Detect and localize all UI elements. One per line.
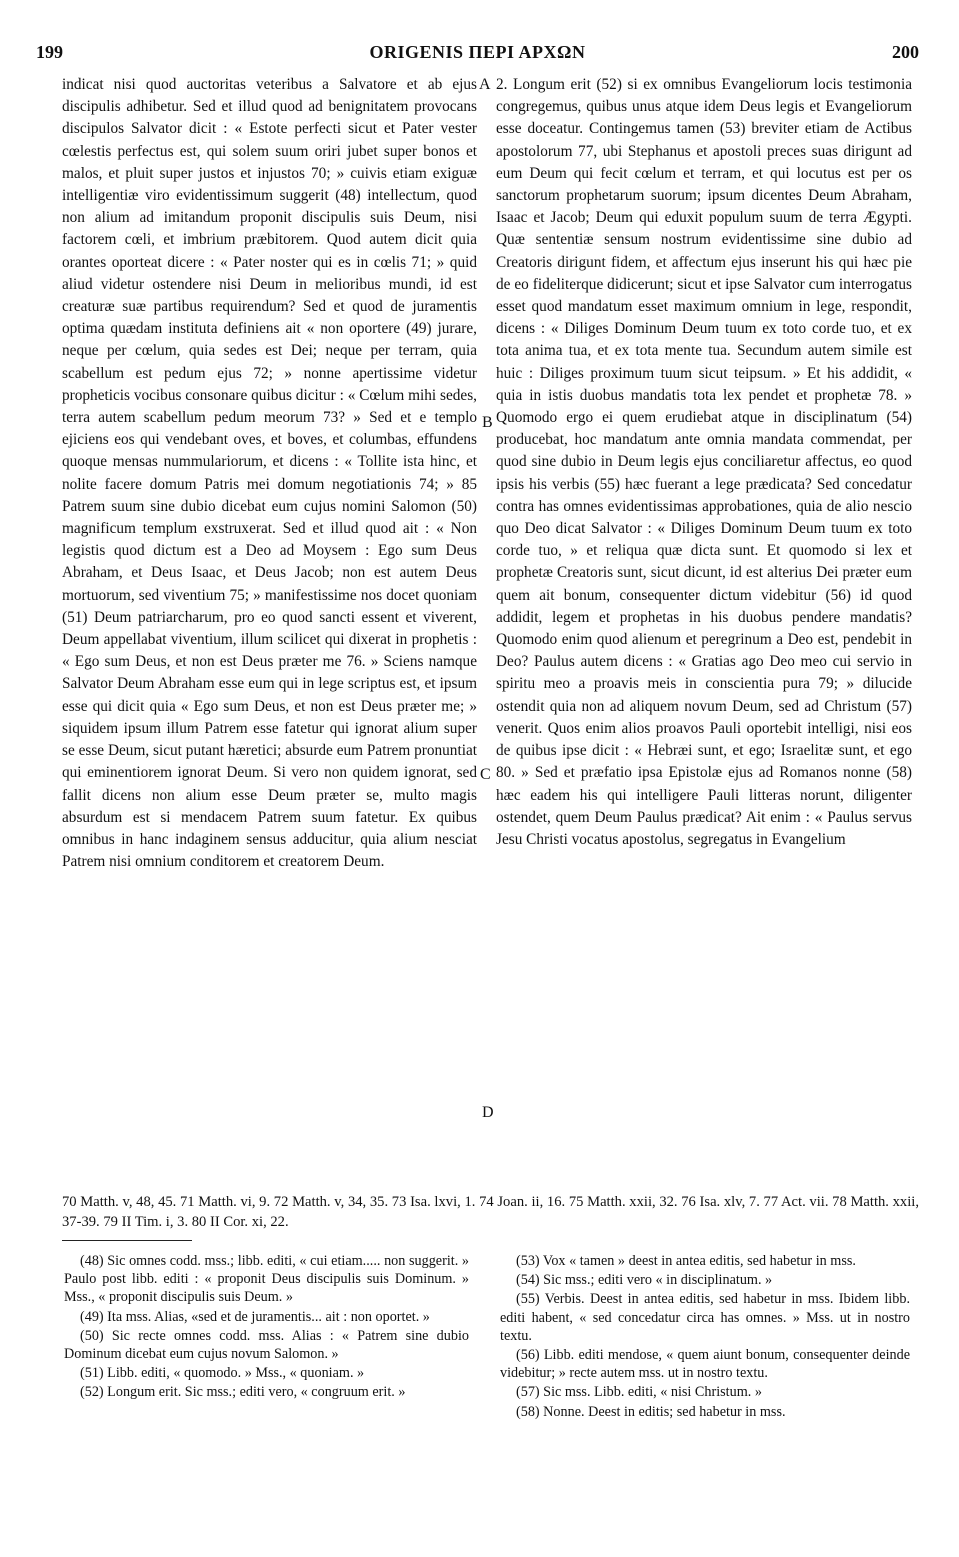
footnote-57: (57) Sic mss. Libb. editi, « nisi Christum. » (516, 1384, 762, 1401)
footnote-55: (55) Verbis. Deest in antea editis, sed habetur in mss. Ibidem libb. editi habent, « sed concedatur circa has omnes. » Mss. ut in nostro textu. (500, 1291, 910, 1344)
text-column-right (496, 74, 912, 851)
page-number-left: 199 (36, 42, 63, 62)
margin-letter-d: D (482, 1104, 494, 1121)
footnote-54: (54) Sic mss.; editi vero « in disciplinatum. » (516, 1272, 773, 1289)
column-left-text: indicat nisi quod auctoritas veteribus a Salvatore et ab ejus discipulis adhibetur. Sed et illud quod ad benignitatem provocans discipulos Salvator dicit : « Estote perfecti sicut et Pater vester cœlestis perfectus est, qui solem suum oriri jubet super bonos et malos, et pluit super justos et injustos 70; » cuivis etiam exiguæ intelligentiæ viro evidentissimum suggerit (48) intellectum, quod non alium ad imitandum proponit discipulis suis Deum, nisi factorem cœli, et imbrium præbitorem. Quod autem dicit quia orantes oporteat dicere : « Pater noster qui es in cœlis 71; » quid aliud videtur ostendere nisi Deum in melioribus mundi, id est creaturæ suæ partibus requirendum? Sed et quod de juramentis optima quædam instituta definiens ait « non oportere (49) jurare, neque per cœlum, quia sedes est Dei; neque per terram, quia scabellum est pedum ejus 72; » nonne apertissime videtur propheticis vocibus consonare quibus dicitur : « Cœlum mihi sedes, terra autem scabellum pedum meorum 73? » Sed et e templo ejiciens eos qui vendebant oves, et boves, et columbas, effundens quoque mensas nummulariorum, et dicens : « Tollite ista hinc, et nolite facere domum Patris mei domum negotiationis 74; » 85 Patrem suum sine dubio dicebat eum cujus nomini Salomon (50) magnificum templum exstruxerat. Sed et illud quod ait : « Non legistis quod dictum est a Deo ad Moysem : Ego sum Deus Abraham, et Deus Isaac, et Deus Jacob; non est autem Deus mortuorum, sed viventium 75; » manifestissime nos docet quoniam (51) Deum patriarcharum, pro eo quod sancti essent et viverent, Deum appellabat viventium, illum scilicet qui dixerat in prophetis : « Ego sum Deus, et non est Deus præter me 76. » Sciens namque Salvator Deum Abraham esse eum qui in lege scriptus est, et ipsum esse qui dicit quia « Ego sum Deus, et non est Deus præter me; » siquidem ipsum illum Patrem esse fatetur qui ignorat alium super se esse Deum, sicut putant hæretici; absurde eum Patrem pronuntiat qui eminentiorem ignorat Deum. Si vero non quidem ignorat, sed fallit dicens non alium esse Deum præter se, multo magis absurdum est si mendacem Patrem suum fatetur. Ex quibus omnibus in hanc indaginem sensus adducitur, quia alium nesciat Patrem nisi omnium conditorem et creatorem Deum. (62, 76, 477, 871)
page-number-right: 200 (892, 42, 919, 62)
footnote-49: (49) Ita mss. Alias, «sed et de juramentis... ait : non oportet. » (80, 1308, 430, 1325)
column-right-text: 2. Longum erit (52) si ex omnibus Evangeliorum locis testimonia congregemus, quibus unus atque idem Deus legis et Evangeliorum esse doceatur. Contingemus tamen (53) breviter etiam de Actibus apostolorum 77, ubi Stephanus et apostoli preces suas dirigunt ad eum Deum qui fecit cœlum et terram, et qui locutus est per os sanctorum prophetarum suorum; ipsum dicentes Deum Abraham, Isaac et Jacob; Deum qui eduxit populum suum de terra Ægypti. Quæ sententiæ sensum nostrum evidentissime sine dubio ad Creatoris dirigunt fidem, et affectum ejus inserunt his qui hæc pie de eo fideliterque didicerunt; sicut et ipse Salvator cum interrogatus esset quod mandatum esset maximum omnium in lege, respondit, dicens : « Diliges Dominum Deum tuum ex toto corde tuo, et ex tota anima tua, et ex tota mente tua. Secundum autem simile est huic : Diliges proximum tuum sicut teipsum. » Et his addidit, « quia in istis duobus mandatis tota lex pendet et prophetæ 78. » Quomodo ergo ei quem erudiebat atque in disciplinatum (54) producebat, hoc mandatum ante omnia mandata commendat, per quod sine dubio in Deum legis ejus conciliaretur affectus, eo quod ipsis his verbis (55) hæc fuerant a lege prædicata? Sed concedatur contra has omnes evidentissimas approbationes, quia de alio nescio quo Deo dicat Salvator : « Diliges Dominum Deum tuum ex toto corde tuo, » et reliqua quæ dicta sunt. Et quomodo si lex et prophetæ Creatoris sunt, sicut dicunt, id est alterius Dei præter eum quem ait bonum, consequenter dictum videbitur (56) id quod addidit, legem et prophetas in his duobus pendere mandatis? Quomodo enim quod alienum et peregrinum a Deo est, pendebit in Deo? Paulus autem dicens : « Gratias ago Deo meo cui servio in spiritu meo a proavis meis in conscientia pura 79; » dilucide ostendit quia non ad aliquem novum Deum, sed ad Christum (57) venerit. Quos enim alios proavos Pauli oportebit intelligi, nisi eos de quibus ipse dicit : « Hebræi sunt, et ego; Israelitæ sunt, et ego 80. » Sed et præfatio ipsa Epistolæ ejus ad Romanos nonne (58) hæc eadem his qui intelligere Pauli litteras norunt, diligenter ostendet, quem Deum Paulus prædicat? Ait enim : « Paulus servus Jesu Christi vocatus apostolus, segregatus in Evangelium (496, 76, 912, 848)
footnote-48: (48) Sic omnes codd. mss.; libb. editi, « cui etiam..... non suggerit. » Paulo post libb. editi : « proponit Deus discipulis suis Dominum. » Mss., « proponit discipulis suis Deum. » (64, 1253, 469, 1306)
footnotes-column-left (64, 1252, 469, 1403)
margin-letter-c: C (480, 766, 491, 783)
footnote-50: (50) Sic recte omnes codd. mss. Alias : « Patrem sine dubio Dominum dicebat eum cujus novum Salomon. » (64, 1327, 469, 1363)
margin-letter-a: A (479, 76, 491, 93)
footnote-52: (52) Longum erit. Sic mss.; editi vero, « congruum erit. » (80, 1384, 406, 1401)
margin-letter-b: B (482, 414, 493, 431)
footnote-56: (56) Libb. editi mendose, « quem aiunt bonum, consequenter deinde videbitur; » recte autem mss. ut in nostro textu. (500, 1347, 910, 1382)
footnote-58: (58) Nonne. Deest in editis; sed habetur in mss. (516, 1403, 786, 1420)
footnote-53: (53) Vox « tamen » deest in antea editis, sed habetur in mss. (516, 1253, 856, 1269)
running-title: ORIGENIS ΠΕΡΙ ΑΡΧΩΝ (369, 42, 586, 62)
running-header (36, 42, 919, 70)
footnote-51: (51) Libb. editi, « quomodo. » Mss., « quoniam. » (80, 1365, 365, 1382)
text-column-left (62, 74, 477, 873)
footnotes-column-right (500, 1252, 910, 1422)
footnote-divider (62, 1240, 192, 1241)
scripture-references: 70 Matth. v, 48, 45. 71 Matth. vi, 9. 72 Matth. v, 34, 35. 73 Isa. lxvi, 1. 74 Joan. ii, 16. 75 Matth. xxii, 32. 76 Isa. xlv, 7. 77 Act. vii. 78 Matth. xxii, 37-39. 79 II Tim. i, 3. 80 II Cor. xi, 22. (62, 1194, 919, 1230)
